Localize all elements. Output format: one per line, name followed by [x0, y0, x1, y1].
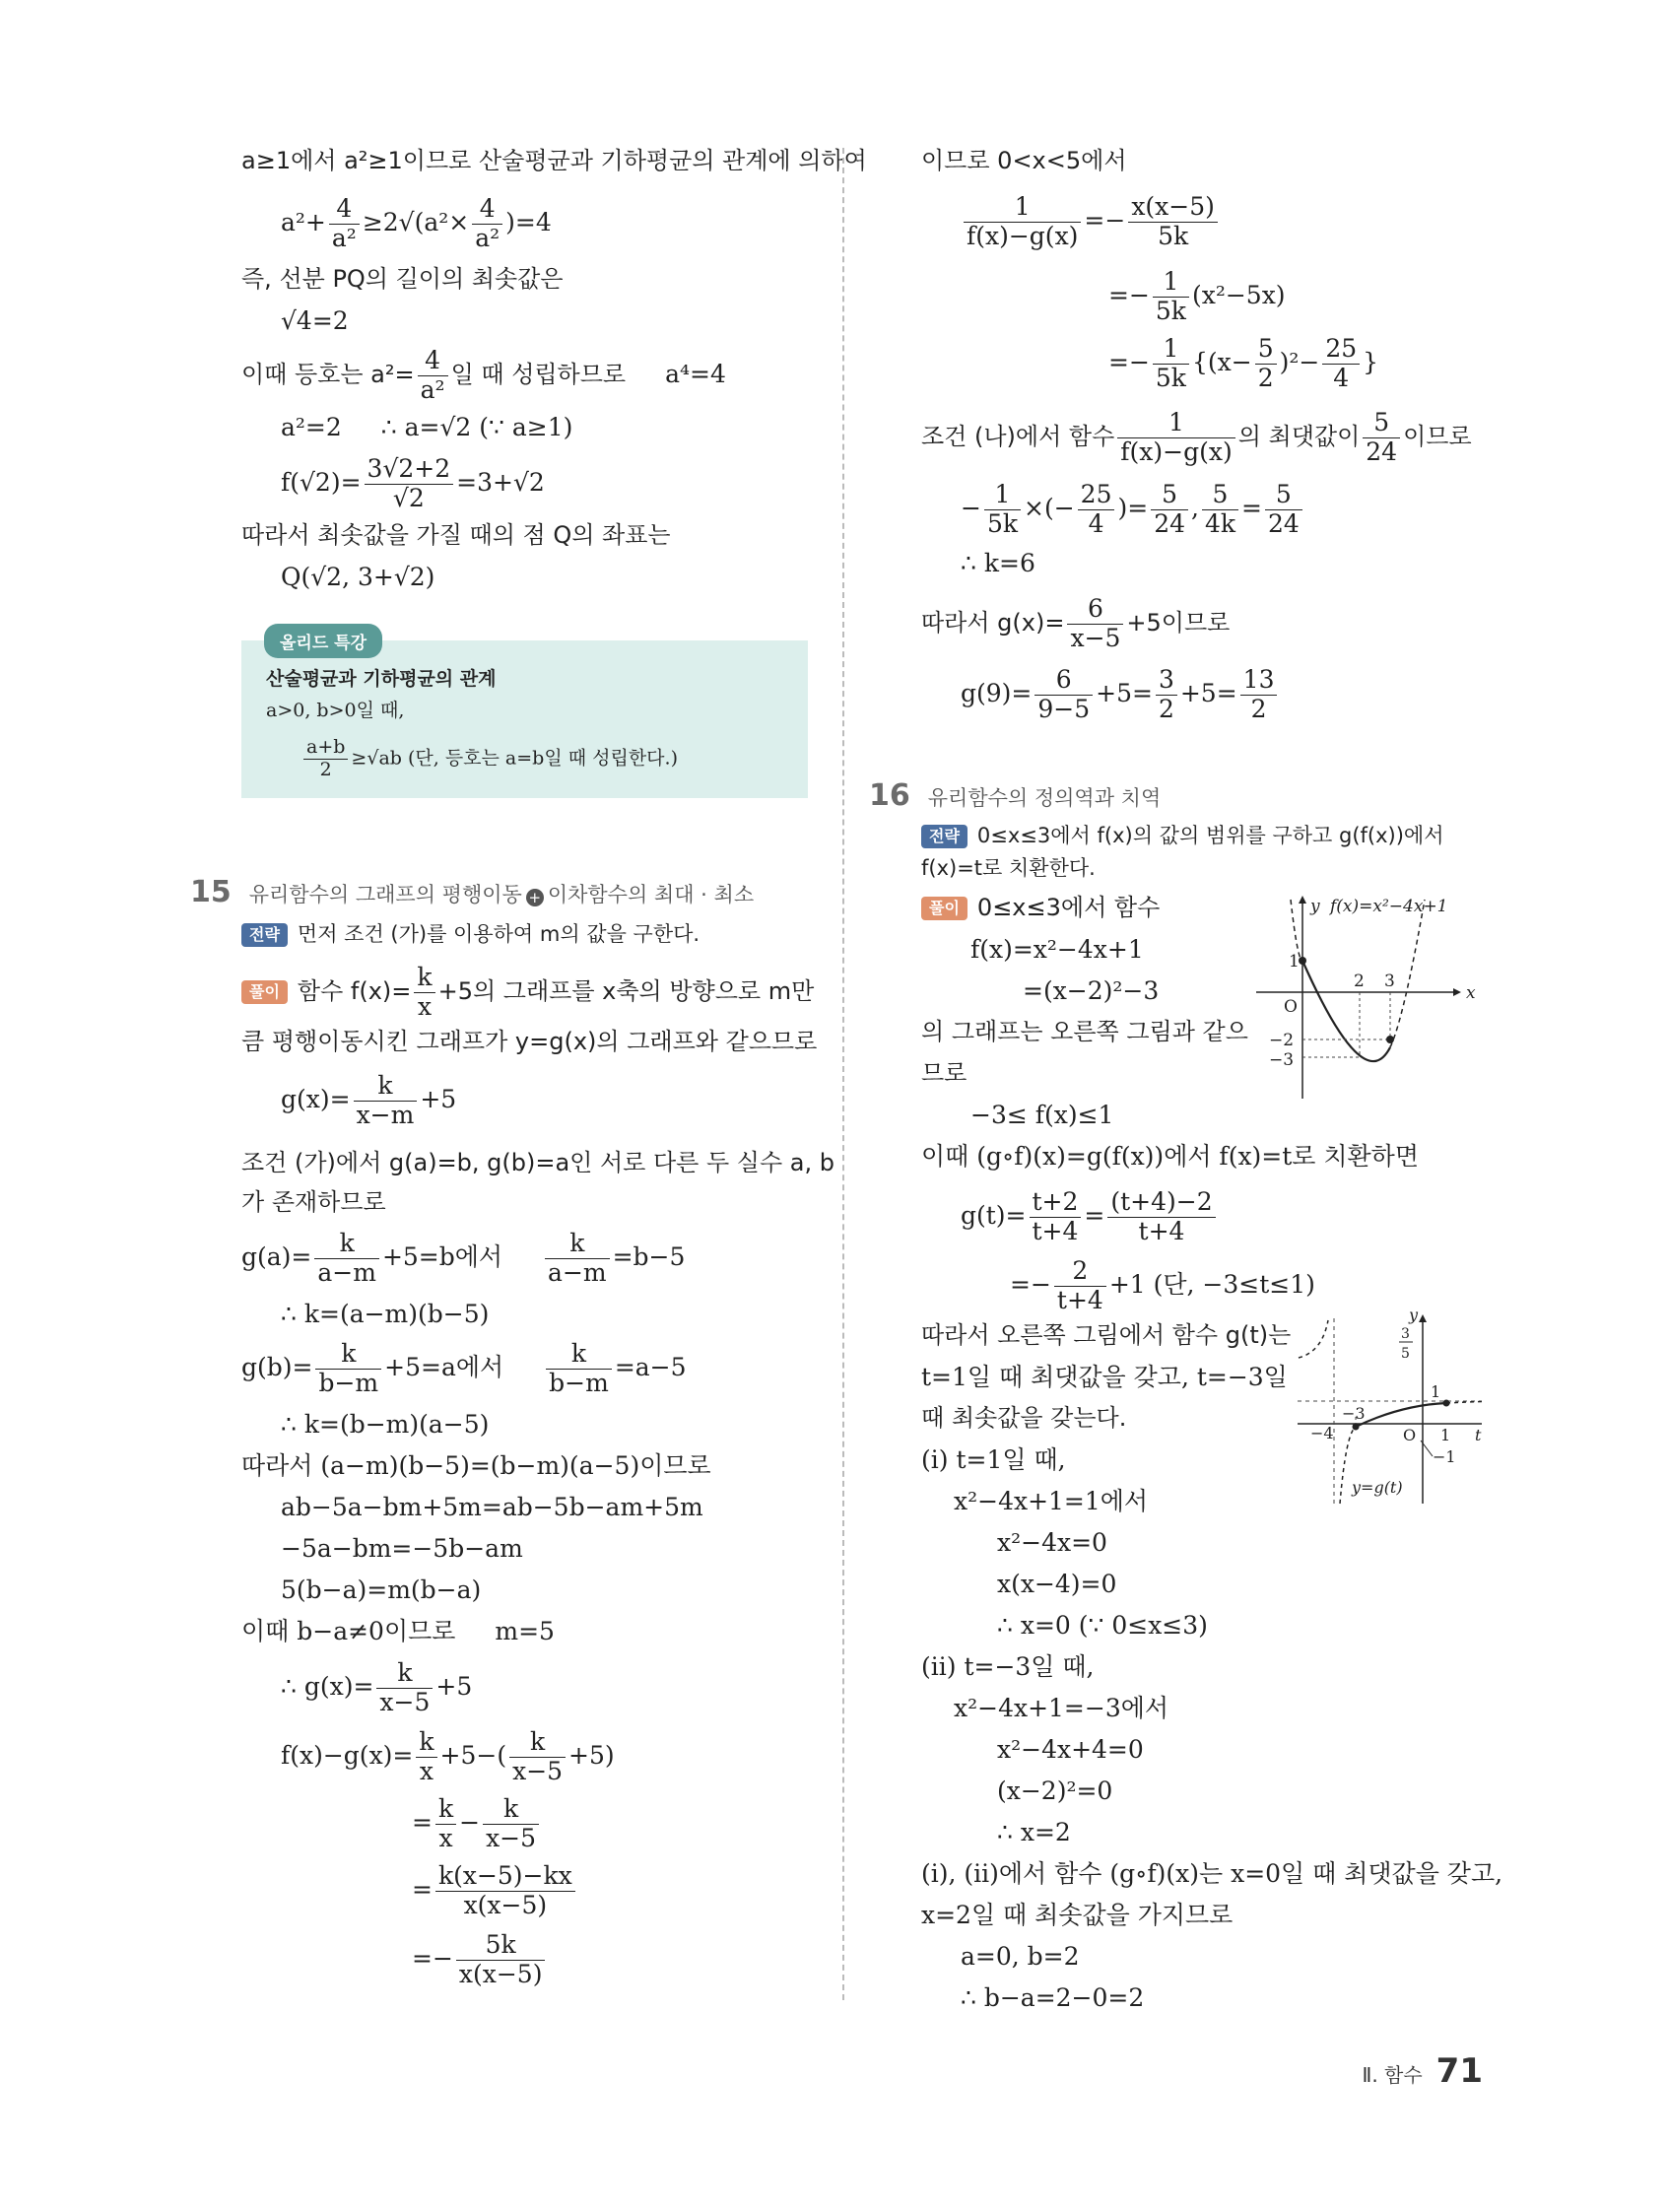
point-start: [1299, 957, 1306, 965]
strategy-badge: 전략: [241, 923, 288, 947]
text-line: 의 그래프는 오른쪽 그림과 같으: [921, 1018, 1248, 1045]
chapter-label: Ⅱ. 함수: [1362, 2063, 1423, 2087]
equation: ∴ k=(a−m)(b−5): [281, 1300, 490, 1328]
equation: −3≤ f(x)≤1: [970, 1101, 1114, 1129]
func-label: f(x)=x²−4x+1: [1330, 897, 1448, 916]
equation: ∴ x=2: [997, 1818, 1071, 1846]
text-line: 즉, 선분 PQ의 길이의 최솟값은: [241, 265, 564, 293]
equation: =(x−2)²−3: [1023, 976, 1160, 1005]
equation-line: 따라서 g(x)= $\frac{6}{x-5}$ +5이므로: [921, 594, 1231, 652]
note-condition: a>0, b>0일 때,: [266, 700, 405, 721]
equation-line: f(x)−g(x)= $\frac{k}{x}$ +5−( $\frac{k}{x-5}$ +5): [281, 1727, 615, 1785]
tick-neg3: −3: [1269, 1050, 1295, 1070]
equation-line: g(a)= $\frac{k}{a-m}$ +5=b에서 $\frac{k}{a-m}$ =b−5: [241, 1229, 686, 1287]
strategy-line: f(x)=t로 치환한다.: [921, 856, 1096, 880]
text-line: 큼 평행이동시킨 그래프가 y=g(x)의 그래프와 같으므로: [241, 1028, 818, 1055]
x-label: x: [1466, 983, 1476, 1003]
equation: Q(√2, 3+√2): [281, 563, 435, 591]
equation-line: ∴ g(x)= $\frac{k}{x-5}$ +5: [281, 1658, 473, 1716]
note-inequality: $\frac{a+b}{2}$ ≥√ab (단, 등호는 a=b일 때 성립한다.): [300, 737, 678, 781]
equation-line: = $\frac{k}{x}$ − $\frac{k}{x-5}$: [412, 1795, 542, 1853]
parabola-graph: [1251, 892, 1502, 1104]
section-16-header: 16 유리함수의 정의역과 치역: [869, 778, 1162, 813]
equation: 5(b−a)=m(b−a): [281, 1575, 482, 1604]
equation: x²−4x+1=−3에서: [954, 1694, 1169, 1722]
section-number: 16: [869, 778, 910, 813]
strategy-line: 전략 0≤x≤3에서 f(x)의 값의 범위를 구하고 g(f(x))에서: [921, 823, 1444, 848]
label-1-y: 1: [1431, 1382, 1441, 1401]
text-line: 이므로 0<x<5에서: [921, 147, 1127, 174]
label-1-t: 1: [1440, 1426, 1451, 1444]
point-end: [1386, 1036, 1394, 1043]
text-line: a≥1에서 a²≥1이므로 산술평균과 기하평균의 관계에 의하여: [241, 147, 867, 174]
text-line: 따라서 최솟값을 가질 때의 점 Q의 좌표는: [241, 521, 671, 549]
label-neg4: −4: [1310, 1424, 1334, 1442]
equation: ∴ k=6: [961, 549, 1035, 577]
plus-icon: +: [526, 889, 544, 906]
tick-2: 2: [1354, 972, 1365, 991]
branch-left: [1299, 1320, 1328, 1358]
equation-line: g(9)= $\frac{6}{9-5}$ +5= $\frac{3}{2}$ +5= $\frac{13}{2}$: [961, 666, 1280, 724]
equation: −5a−bm=−5b−am: [281, 1534, 523, 1563]
tick-1: 1: [1289, 952, 1300, 972]
point-max: [1443, 1400, 1450, 1407]
equation-amgm: a²+ $\frac{4}{\text{a²}}$ ≥2√(a²× $\frac{4}{\text{a²}}$ )=4: [281, 194, 552, 252]
equation: a=0, b=2: [961, 1942, 1080, 1971]
equation: x²−4x=0: [997, 1528, 1107, 1557]
equation-line: g(b)= $\frac{k}{b-m}$ +5=a에서 $\frac{k}{b-m}$ =a−5: [241, 1339, 687, 1397]
equation-line: = $\frac{k(x-5)-kx}{x(x-5)}$: [412, 1862, 578, 1920]
section-15-header: 15 유리함수의 그래프의 평행이동 + 이차함수의 최대 · 최소: [190, 875, 755, 909]
column-divider: [842, 148, 844, 2000]
equation-line: − $\frac{1}{5k}$ ×(− $\frac{25}{4}$ )= $\frac{5}{24}$ , $\frac{5}{4k}$ = $\frac{5}{24}$: [961, 481, 1305, 539]
y-axis-arrow: [1419, 1314, 1427, 1322]
origin-label: O: [1403, 1426, 1417, 1444]
equation-line: g(x)= $\frac{k}{x-m}$ +5: [281, 1071, 457, 1129]
frac-denominator: 5: [1401, 1346, 1410, 1362]
equation: ∴ x=0 (∵ 0≤x≤3): [997, 1611, 1208, 1640]
equation: ∴ b−a=2−0=2: [961, 1983, 1145, 2012]
text-line: 따라서 오른쪽 그림에서 함수 g(t)는: [921, 1321, 1292, 1349]
y-axis-arrow: [1299, 896, 1306, 904]
curve-solid: [1302, 961, 1390, 1061]
text-line: 가 존재하므로: [241, 1188, 386, 1216]
equation-line: 이때 b−a≠0이므로 m=5: [241, 1617, 555, 1645]
equation-line: 이때 등호는 a²= $\frac{4}{\text{a²}}$ 일 때 성립하므로 a⁴=4: [241, 346, 726, 404]
equation: x²−4x+4=0: [997, 1735, 1144, 1764]
tick-neg2: −2: [1269, 1031, 1295, 1050]
equation: √4=2: [281, 306, 349, 335]
branch-right-dashed-high: [1446, 1402, 1482, 1404]
note-title: 산술평균과 기하평균의 관계: [266, 668, 497, 690]
solution-badge: 풀이: [241, 980, 288, 1004]
tick-3: 3: [1384, 972, 1395, 991]
equation-line: a²=2 ∴ a=√2 (∵ a≥1): [281, 413, 573, 441]
equation: (i) t=1일 때,: [921, 1445, 1066, 1474]
strategy-badge: 전략: [921, 825, 967, 848]
x-axis-arrow: [1453, 988, 1461, 996]
equation-line: 조건 (나)에서 함수 $\frac{1}{f(x)-g(x)}$ 의 최댓값이 $\frac{5}{24}$ 이므로: [921, 408, 1472, 466]
note-tag: 올리드 특강: [264, 624, 382, 658]
text-line: 므로: [921, 1059, 967, 1087]
equation-line: =− $\frac{1}{5k}$ (x²−5x): [1108, 267, 1286, 325]
text-line: 때 최솟값을 갖는다.: [921, 1404, 1127, 1432]
frac-numerator: 3: [1401, 1326, 1410, 1342]
y-label: y: [1409, 1310, 1419, 1324]
equation: (ii) t=−3일 때,: [921, 1652, 1095, 1681]
t-label: t: [1475, 1426, 1482, 1444]
text-line: 조건 (가)에서 g(a)=b, g(b)=a인 서로 다른 두 실수 a, b: [241, 1149, 835, 1176]
equation: ∴ k=(b−m)(a−5): [281, 1410, 490, 1439]
solution-line: 풀이 함수 f(x)= $\frac{k}{x}$ +5의 그래프를 x축의 방향으로 m만: [241, 964, 814, 1022]
page-footer: [1362, 2051, 1483, 2091]
equation: t=1일 때 최댓값을 갖고, t=−3일: [921, 1363, 1288, 1391]
equation-line: f(√2)= $\frac{3√2+2}{√2}$ =3+√2: [281, 454, 545, 512]
equation: 따라서 (a−m)(b−5)=(b−m)(a−5)이므로: [241, 1451, 711, 1480]
equation: x(x−4)=0: [997, 1570, 1117, 1598]
solution-badge: 풀이: [921, 897, 967, 920]
equation-line: =− $\frac{1}{5k}$ {(x− $\frac{5}{2}$ )²− $\frac{25}{4}$ }: [1108, 334, 1379, 392]
equation: f(x)=x²−4x+1: [970, 935, 1144, 964]
hyperbola-graph: [1293, 1310, 1500, 1508]
curve-dashed-right: [1390, 900, 1425, 1047]
label-neg1: −1: [1433, 1447, 1456, 1466]
label-neg3: −3: [1342, 1404, 1366, 1423]
equation: (x−2)²=0: [997, 1776, 1113, 1805]
section-number: 15: [190, 875, 232, 909]
equation: 이때 (g∘f)(x)=g(f(x))에서 f(x)=t로 치환하면: [921, 1142, 1419, 1171]
equation-line: =− $\frac{5k}{x(x-5)}$: [412, 1931, 548, 1989]
page-number: 71: [1435, 2051, 1483, 2091]
equation: (i), (ii)에서 함수 (g∘f)(x)는 x=0일 때 최댓값을 갖고,: [921, 1859, 1503, 1888]
equation: x²−4x+1=1에서: [954, 1487, 1149, 1515]
origin-label: O: [1284, 997, 1298, 1017]
solution-line: 풀이 0≤x≤3에서 함수: [921, 893, 1160, 922]
equation: x=2일 때 최솟값을 가지므로: [921, 1901, 1234, 1929]
y-label: y: [1310, 897, 1320, 916]
equation-line: g(t)= $\frac{t+2}{t+4}$ = $\frac{(t+4)-2}{t+4}$: [961, 1188, 1219, 1246]
strategy-line: 전략 먼저 조건 (가)를 이용하여 m의 값을 구한다.: [241, 921, 700, 947]
equation-line: =− $\frac{2}{t+4}$ +1 (단, −3≤t≤1): [1010, 1256, 1315, 1314]
equation-line: $\frac{1}{f(x)-g(x)}$ =− $\frac{x(x-5)}{5k}$: [961, 193, 1221, 251]
equation: ab−5a−bm+5m=ab−5b−am+5m: [281, 1493, 703, 1521]
func-label: y=g(t): [1352, 1478, 1403, 1497]
point-min: [1353, 1424, 1360, 1431]
